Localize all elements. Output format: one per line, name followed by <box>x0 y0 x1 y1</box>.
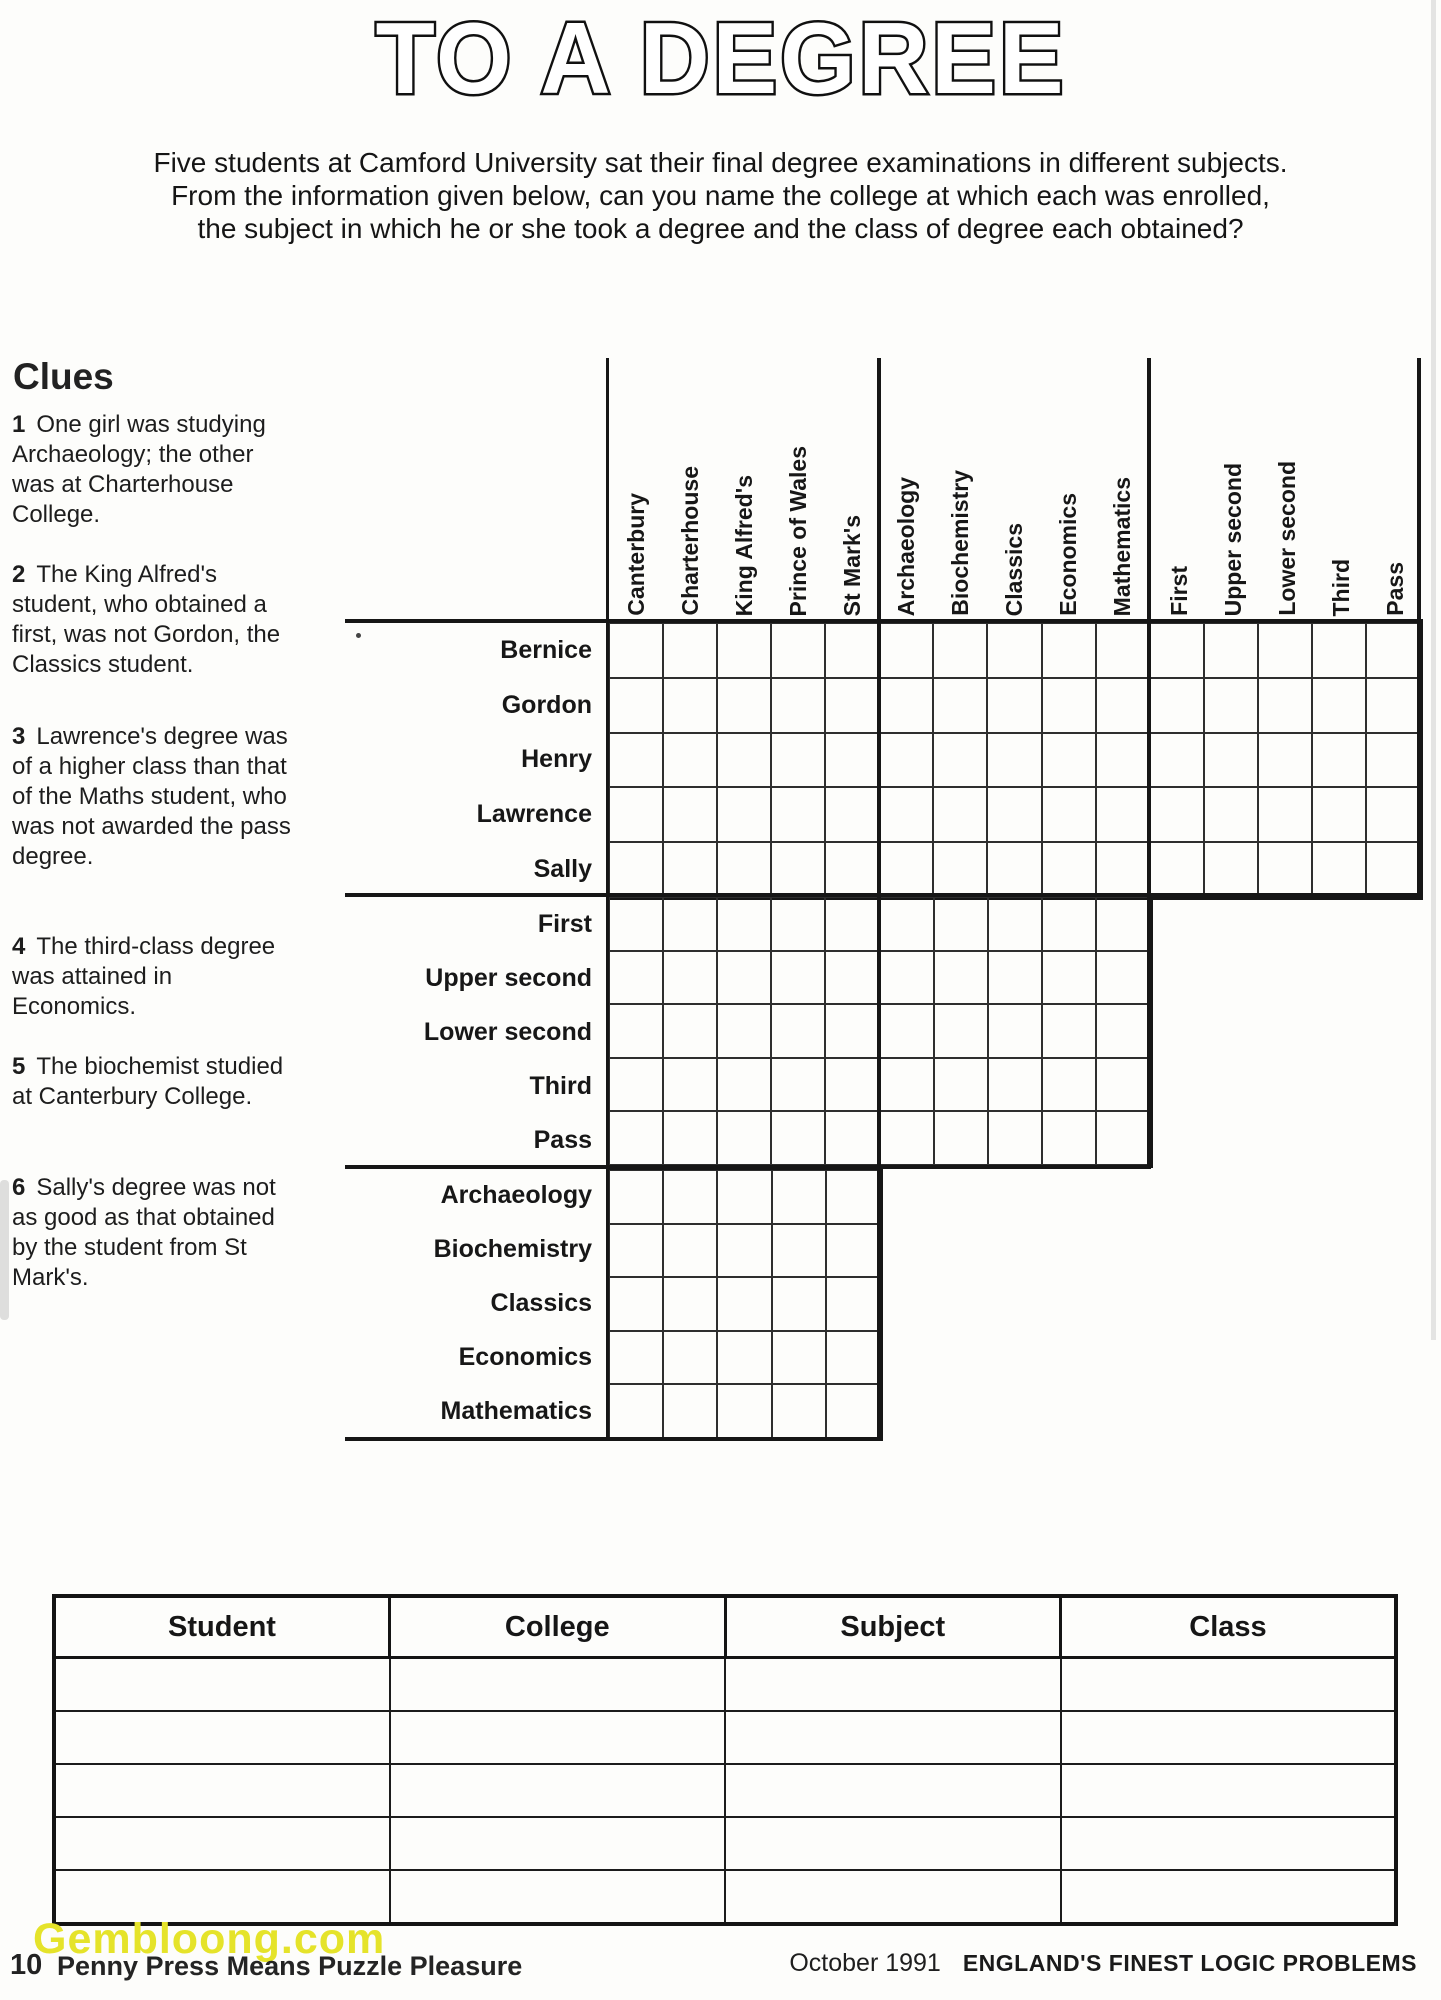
grid-line <box>345 893 1423 897</box>
solution-cell[interactable] <box>725 1870 1061 1924</box>
grid-cell[interactable] <box>609 733 663 788</box>
solution-cell[interactable] <box>54 1817 390 1870</box>
grid-cell[interactable] <box>1042 1058 1096 1112</box>
grid-cell[interactable] <box>1096 897 1150 951</box>
solution-cell[interactable] <box>725 1764 1061 1817</box>
grid-block-students <box>606 620 1423 900</box>
row-label-lawrence: Lawrence <box>476 800 592 828</box>
grid-cell[interactable] <box>771 787 825 842</box>
magazine-title: ENGLAND'S FINEST LOGIC PROBLEMS <box>962 1950 1417 1976</box>
grid-cell[interactable] <box>1042 678 1096 733</box>
grid-cell[interactable] <box>717 897 771 951</box>
grid-cell[interactable] <box>663 842 717 897</box>
grid-cell[interactable] <box>988 951 1042 1005</box>
grid-cell[interactable] <box>988 1058 1042 1112</box>
grid-cell[interactable] <box>879 1058 933 1112</box>
grid-cell[interactable] <box>771 1004 825 1058</box>
col-header-first: First <box>1166 566 1192 616</box>
solution-cell[interactable] <box>725 1658 1061 1712</box>
solution-cell[interactable] <box>725 1817 1061 1870</box>
grid-cell[interactable] <box>825 733 879 788</box>
grid-cell[interactable] <box>933 733 987 788</box>
grid-cell[interactable] <box>825 897 879 951</box>
grid-cell[interactable] <box>609 623 663 678</box>
grid-cell[interactable] <box>663 1277 717 1331</box>
col-header-classics: Classics <box>1001 522 1027 616</box>
grid-cell[interactable] <box>771 951 825 1005</box>
grid-cell[interactable] <box>717 1058 771 1112</box>
col-header-biochemistry: Biochemistry <box>947 470 973 616</box>
grid-cell[interactable] <box>1096 1058 1150 1112</box>
grid-cell[interactable] <box>609 1058 663 1112</box>
solution-table-row <box>54 1711 1396 1764</box>
grid-cell[interactable] <box>663 1058 717 1112</box>
solution-table-header-row <box>54 1596 1396 1658</box>
grid-cell[interactable] <box>1366 787 1420 842</box>
publisher-slogan: Penny Press Means Puzzle Pleasure <box>57 1951 523 1981</box>
grid-cell[interactable] <box>663 951 717 1005</box>
grid-cell[interactable] <box>717 1170 771 1224</box>
grid-cell[interactable] <box>1042 733 1096 788</box>
grid-cell[interactable] <box>1096 1004 1150 1058</box>
grid-cell[interactable] <box>663 733 717 788</box>
solution-header-class: Class <box>1061 1596 1397 1658</box>
grid-cell[interactable] <box>663 1331 717 1385</box>
grid-cell[interactable] <box>663 623 717 678</box>
row-label-upper-second: Upper second <box>425 964 592 992</box>
grid-cell[interactable] <box>1366 733 1420 788</box>
grid-cell[interactable] <box>879 1111 933 1165</box>
row-label-first: First <box>537 910 592 938</box>
grid-cell[interactable] <box>1150 623 1204 678</box>
row-label-pass: Pass <box>533 1126 592 1154</box>
grid-line <box>1417 358 1421 898</box>
solution-cell[interactable] <box>390 1711 726 1764</box>
page-title: TO A DEGREE <box>375 3 1066 115</box>
grid-cell[interactable] <box>879 623 933 678</box>
clue-5: 5 The biochemist studied at Canterbury College. <box>12 1053 284 1110</box>
grid-cell[interactable] <box>609 1170 663 1224</box>
grid-cell[interactable] <box>1096 678 1150 733</box>
grid-cell[interactable] <box>826 1224 880 1278</box>
intro-line: Five students at Camford University sat their final degree examinations in different subjects. <box>153 147 1288 178</box>
grid-cell[interactable] <box>1258 733 1312 788</box>
grid-cell[interactable] <box>1042 897 1096 951</box>
grid-cell[interactable] <box>1042 951 1096 1005</box>
grid-cell[interactable] <box>609 951 663 1005</box>
issue-date: October 1991 <box>789 1949 941 1977</box>
grid-cell[interactable] <box>717 1004 771 1058</box>
grid-cell[interactable] <box>771 678 825 733</box>
solution-cell[interactable] <box>390 1764 726 1817</box>
grid-cell[interactable] <box>987 623 1041 678</box>
col-header-charterhouse: Charterhouse <box>677 466 703 616</box>
solution-cell[interactable] <box>390 1870 726 1924</box>
grid-cell[interactable] <box>717 951 771 1005</box>
grid-cell[interactable] <box>663 1111 717 1165</box>
grid-cell[interactable] <box>1204 733 1258 788</box>
grid-block-subjects <box>606 1167 883 1441</box>
grid-cell[interactable] <box>663 1384 717 1438</box>
grid-cell[interactable] <box>933 678 987 733</box>
solution-cell[interactable] <box>1061 1817 1397 1870</box>
col-header-prince-of-wales: Prince of Wales <box>785 445 811 616</box>
grid-cell[interactable] <box>987 787 1041 842</box>
grid-cell[interactable] <box>717 787 771 842</box>
row-label-lower-second: Lower second <box>423 1018 592 1046</box>
row-label-mathematics: Mathematics <box>440 1397 592 1425</box>
grid-cell[interactable] <box>663 897 717 951</box>
grid-cell[interactable] <box>1150 733 1204 788</box>
clues-heading: Clues <box>13 356 114 397</box>
grid-cell[interactable] <box>1204 623 1258 678</box>
col-header-canterbury: Canterbury <box>623 493 649 616</box>
grid-cell[interactable] <box>609 1384 663 1438</box>
solution-cell[interactable] <box>1061 1711 1397 1764</box>
grid-cell[interactable] <box>1204 842 1258 897</box>
grid-cell[interactable] <box>609 1277 663 1331</box>
solution-cell[interactable] <box>725 1711 1061 1764</box>
col-header-upper-second: Upper second <box>1220 462 1246 616</box>
grid-cell[interactable] <box>987 733 1041 788</box>
solution-header-student: Student <box>54 1596 390 1658</box>
solution-table-row <box>54 1817 1396 1870</box>
grid-cell[interactable] <box>1204 678 1258 733</box>
row-label-biochemistry: Biochemistry <box>433 1235 592 1263</box>
grid-cell[interactable] <box>609 1111 663 1165</box>
grid-cell[interactable] <box>1096 951 1150 1005</box>
grid-cell[interactable] <box>1096 787 1150 842</box>
row-label-gordon: Gordon <box>501 691 592 719</box>
scan-margin-smudge <box>0 1180 9 1320</box>
grid-cell[interactable] <box>988 1111 1042 1165</box>
grid-cell[interactable] <box>826 1170 880 1224</box>
grid-cell[interactable] <box>988 1004 1042 1058</box>
grid-cell[interactable] <box>609 1224 663 1278</box>
col-header-mathematics: Mathematics <box>1109 476 1135 616</box>
grid-cell[interactable] <box>826 1384 880 1438</box>
grid-cell[interactable] <box>772 1384 826 1438</box>
grid-cell[interactable] <box>1096 842 1150 897</box>
col-header-economics: Economics <box>1055 493 1081 616</box>
grid-cell[interactable] <box>1042 842 1096 897</box>
grid-cell[interactable] <box>1312 678 1366 733</box>
grid-cell[interactable] <box>825 787 879 842</box>
grid-cell[interactable] <box>1258 623 1312 678</box>
grid-cell[interactable] <box>933 842 987 897</box>
grid-cell[interactable] <box>772 1277 826 1331</box>
grid-cell[interactable] <box>771 1058 825 1112</box>
grid-line <box>345 1437 883 1441</box>
grid-cell[interactable] <box>1150 678 1204 733</box>
row-label-classics: Classics <box>490 1289 592 1317</box>
grid-cell[interactable] <box>826 1277 880 1331</box>
grid-cell[interactable] <box>717 1224 771 1278</box>
grid-cell[interactable] <box>1150 787 1204 842</box>
clue-4: 4 The third-class degree was attained in Economics. <box>12 933 276 1020</box>
grid-cell[interactable] <box>1204 787 1258 842</box>
row-label-sally: Sally <box>533 855 592 883</box>
grid-cell[interactable] <box>1150 842 1204 897</box>
grid-cell[interactable] <box>717 1331 771 1385</box>
solution-cell[interactable] <box>1061 1764 1397 1817</box>
grid-cell[interactable] <box>1258 678 1312 733</box>
grid-cell[interactable] <box>933 787 987 842</box>
grid-cell[interactable] <box>772 1170 826 1224</box>
grid-cell[interactable] <box>879 787 933 842</box>
grid-cell[interactable] <box>987 678 1041 733</box>
grid-cell[interactable] <box>609 1331 663 1385</box>
grid-cell[interactable] <box>1366 623 1420 678</box>
grid-cell[interactable] <box>825 951 879 1005</box>
grid-cell[interactable] <box>663 1170 717 1224</box>
footer-right <box>789 1949 1417 1978</box>
col-header-lower-second: Lower second <box>1274 461 1300 616</box>
grid-cell[interactable] <box>609 678 663 733</box>
grid-cell[interactable] <box>663 1004 717 1058</box>
solution-table-row <box>54 1764 1396 1817</box>
grid-cell[interactable] <box>879 1004 933 1058</box>
grid-cell[interactable] <box>987 842 1041 897</box>
grid-cell[interactable] <box>1042 1111 1096 1165</box>
grid-cell[interactable] <box>825 1058 879 1112</box>
grid-cell[interactable] <box>771 897 825 951</box>
row-label-archaeology: Archaeology <box>440 1181 592 1209</box>
col-header-king-alfreds: King Alfred's <box>731 474 757 616</box>
grid-cell[interactable] <box>717 733 771 788</box>
grid-cell[interactable] <box>825 1111 879 1165</box>
grid-line <box>877 358 881 1440</box>
grid-cell[interactable] <box>933 623 987 678</box>
intro-line: the subject in which he or she took a degree and the class of degree each obtained? <box>197 213 1244 244</box>
grid-cell[interactable] <box>772 1224 826 1278</box>
solution-table-row <box>54 1658 1396 1712</box>
grid-cell[interactable] <box>609 842 663 897</box>
grid-cell[interactable] <box>1366 842 1420 897</box>
grid-cell[interactable] <box>1042 787 1096 842</box>
solution-cell[interactable] <box>1061 1658 1397 1712</box>
grid-cell[interactable] <box>771 1111 825 1165</box>
grid-line <box>606 358 609 621</box>
grid-cell[interactable] <box>717 678 771 733</box>
col-header-pass: Pass <box>1382 562 1408 616</box>
grid-cell[interactable] <box>879 678 933 733</box>
grid-cell[interactable] <box>826 1331 880 1385</box>
solution-header-college: College <box>390 1596 726 1658</box>
clue-3: 3 Lawrence's degree was of a higher class than that of the Maths student, who was not awarded the pass degree. <box>12 723 291 870</box>
grid-cell[interactable] <box>1366 678 1420 733</box>
grid-cell[interactable] <box>934 951 988 1005</box>
solution-header-subject: Subject <box>725 1596 1061 1658</box>
grid-cell[interactable] <box>771 623 825 678</box>
grid-cell[interactable] <box>934 1004 988 1058</box>
row-label-third: Third <box>529 1072 592 1100</box>
grid-cell[interactable] <box>1312 787 1366 842</box>
row-label-henry: Henry <box>521 745 592 773</box>
grid-cell[interactable] <box>663 1224 717 1278</box>
row-label-economics: Economics <box>458 1343 592 1371</box>
col-header-st-marks: St Mark's <box>839 514 865 616</box>
grid-cell[interactable] <box>717 1277 771 1331</box>
grid-cell[interactable] <box>879 733 933 788</box>
grid-cell[interactable] <box>825 1004 879 1058</box>
grid-cell[interactable] <box>1096 733 1150 788</box>
grid-cell[interactable] <box>609 787 663 842</box>
grid-cell[interactable] <box>1312 623 1366 678</box>
solution-cell[interactable] <box>390 1817 726 1870</box>
row-label-bernice: Bernice <box>500 636 592 664</box>
grid-cell[interactable] <box>1312 733 1366 788</box>
solution-cell[interactable] <box>54 1658 390 1712</box>
grid-cell[interactable] <box>717 1384 771 1438</box>
grid-cell[interactable] <box>879 842 933 897</box>
intro-line: From the information given below, can you name the college at which each was enrolled, <box>171 180 1270 211</box>
grid-cell[interactable] <box>934 1058 988 1112</box>
grid-cell[interactable] <box>1042 623 1096 678</box>
grid-line <box>1147 358 1151 1168</box>
clue-2: 2 The King Alfred's student, who obtained a first, was not Gordon, the Classics student. <box>12 561 281 678</box>
grid-cell[interactable] <box>717 1111 771 1165</box>
solution-cell[interactable] <box>390 1658 726 1712</box>
grid-cell[interactable] <box>771 733 825 788</box>
watermark: Gembloong.com <box>33 1915 386 1963</box>
clue-1: 1 One girl was studying Archaeology; the other was at Charterhouse College. <box>12 411 266 528</box>
solution-cell[interactable] <box>54 1764 390 1817</box>
grid-cell[interactable] <box>717 623 771 678</box>
grid-cell[interactable] <box>1312 842 1366 897</box>
grid-cell[interactable] <box>1042 1004 1096 1058</box>
grid-cell[interactable] <box>772 1331 826 1385</box>
grid-cell[interactable] <box>609 897 663 951</box>
grid-cell[interactable] <box>1096 1111 1150 1165</box>
grid-cell[interactable] <box>717 842 771 897</box>
grid-cell[interactable] <box>825 678 879 733</box>
col-header-third: Third <box>1328 558 1354 616</box>
grid-cell[interactable] <box>825 623 879 678</box>
grid-cell[interactable] <box>825 842 879 897</box>
clue-6: 6 Sally's degree was not as good as that obtained by the student from St Mark's. <box>12 1174 276 1291</box>
solution-table <box>52 1594 1398 1926</box>
grid-cell[interactable] <box>609 1004 663 1058</box>
grid-cell[interactable] <box>1258 787 1312 842</box>
grid-cell[interactable] <box>879 951 933 1005</box>
col-header-archaeology: Archaeology <box>893 476 919 616</box>
grid-cell[interactable] <box>988 897 1042 951</box>
grid-cell[interactable] <box>934 1111 988 1165</box>
solution-cell[interactable] <box>1061 1870 1397 1924</box>
grid-cell[interactable] <box>663 678 717 733</box>
grid-cell[interactable] <box>663 787 717 842</box>
grid-line <box>345 1165 1151 1169</box>
solution-cell[interactable] <box>54 1711 390 1764</box>
grid-cell[interactable] <box>1258 842 1312 897</box>
intro-paragraph <box>0 146 1441 245</box>
grid-cell[interactable] <box>1096 623 1150 678</box>
grid-cell[interactable] <box>879 897 933 951</box>
grid-line <box>345 619 1423 623</box>
grid-cell[interactable] <box>771 842 825 897</box>
grid-cell[interactable] <box>934 897 988 951</box>
page-number: 10 <box>10 1949 43 1981</box>
